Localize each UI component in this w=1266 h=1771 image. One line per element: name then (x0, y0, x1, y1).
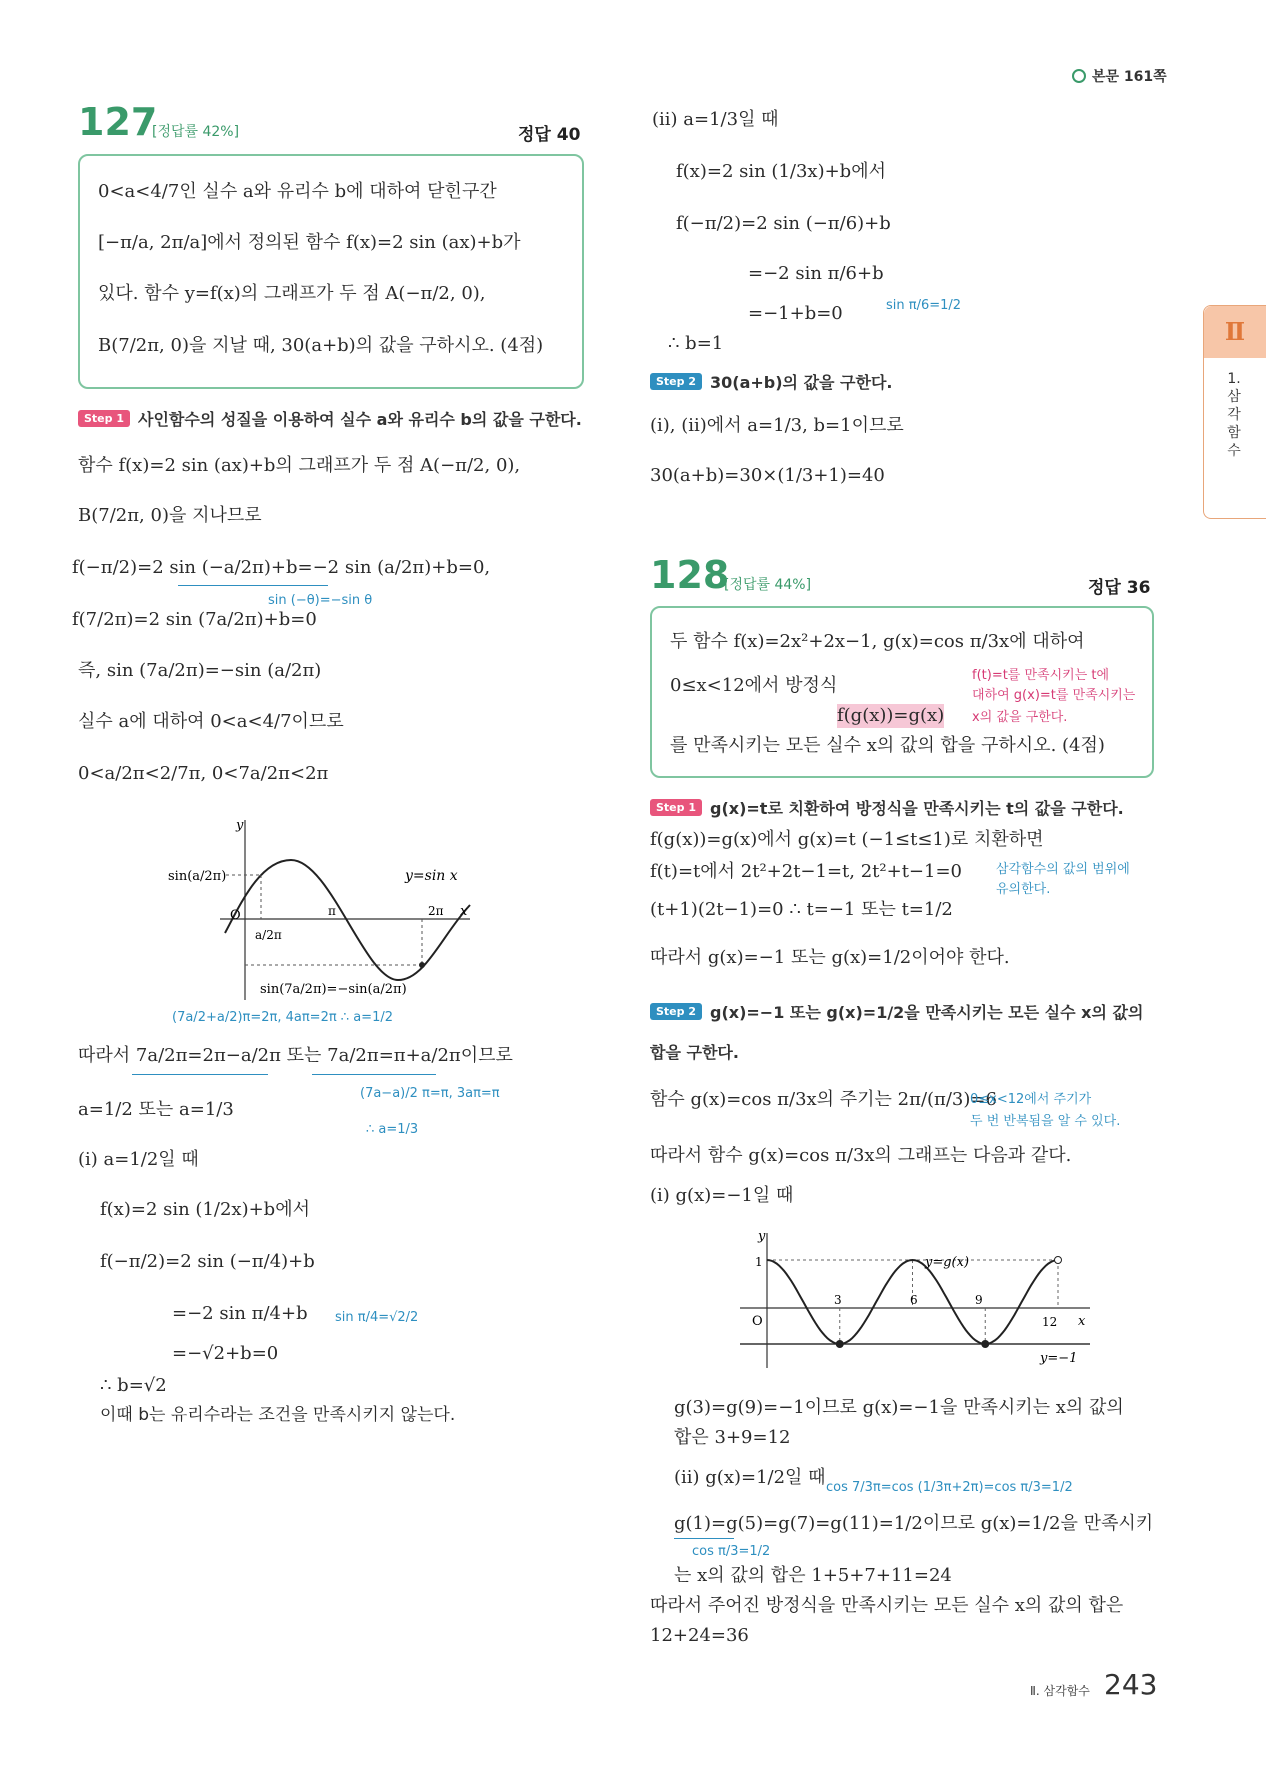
solution-line: g(3)=g(9)=−1이므로 g(x)=−1을 만족시키는 x의 값의 (674, 1397, 1124, 1418)
solution-line: f(x)=2 sin (1/3x)+b에서 (676, 161, 886, 182)
bottom-label: sin(7a/2π)=−sin(a/2π) (260, 982, 407, 997)
step-text: 합을 구한다. (650, 1042, 739, 1062)
question-line: 를 만족시키는 모든 실수 x의 값의 합을 구하시오. (4점) (670, 735, 1105, 756)
step-text: g(x)=−1 또는 g(x)=1/2을 만족시키는 모든 실수 x의 값의 (710, 1002, 1144, 1022)
underline (312, 1074, 436, 1075)
note-text: sin π/4=√2/2 (335, 1310, 419, 1325)
solution-line: =−2 sin π/6+b (748, 263, 884, 284)
answer-label: 정답 40 (518, 125, 581, 145)
step-badge: Step 1 (650, 799, 702, 816)
note-text: sin (−θ)=−sin θ (268, 593, 373, 608)
x-tick-label: 9 (975, 1293, 983, 1307)
step-text: 사인함수의 성질을 이용하여 실수 a와 유리수 b의 값을 구한다. (138, 409, 582, 429)
step-badge: Step 1 (78, 410, 130, 427)
data-point (836, 1341, 843, 1348)
note-text: cos π/3=1/2 (692, 1544, 771, 1559)
note-text: 0≤x<12에서 주기가 (970, 1092, 1092, 1107)
chapter-side-tab (1203, 305, 1266, 519)
question-line: 두 함수 f(x)=2x²+2x−1, g(x)=cos π/3x에 대하여 (670, 631, 1085, 652)
note-text: cos 7/3π=cos (1/3π+2π)=cos π/3=1/2 (826, 1480, 1073, 1495)
solution-line: 함수 f(x)=2 sin (ax)+b의 그래프가 두 점 A(−π/2, 0), (78, 455, 521, 476)
solution-line: 30(a+b)=30×(1/3+1)=40 (650, 465, 885, 486)
curve-label: y=sin x (405, 868, 458, 884)
page-reference (1072, 66, 1167, 86)
chapter-title: 1. 삼각함수 (1227, 371, 1241, 459)
question-note: f(t)=t를 만족시키는 t에 (972, 668, 1110, 683)
solution-line: f(7/2π)=2 sin (7a/2π)+b=0 (72, 609, 317, 630)
open-endpoint (1055, 1257, 1062, 1264)
solution-line: 따라서 7a/2π=2π−a/2π 또는 7a/2π=π+a/2π이므로 (78, 1045, 513, 1066)
solution-line: a=1/2 또는 a=1/3 (78, 1099, 234, 1120)
step-heading (78, 407, 582, 429)
question-line: 0<a<4/7인 실수 a와 유리수 b에 대하여 닫힌구간 (98, 181, 497, 202)
question-line: B(7/2π, 0)을 지날 때, 30(a+b)의 값을 구하시오. (4점) (98, 335, 544, 356)
solution-line: 함수 g(x)=cos π/3x의 주기는 2π/(π/3)=6 (650, 1089, 997, 1110)
curve-label: y=g(x) (925, 1255, 970, 1270)
sin-value-label: sin(a/2π) (168, 869, 227, 884)
x-axis-label: x (1078, 1314, 1086, 1329)
question-note: 대하여 g(x)=t를 만족시키는 (972, 688, 1136, 703)
solution-line: (ⅱ) a=1/3일 때 (652, 109, 779, 130)
solution-line: f(x)=2 sin (1/2x)+b에서 (100, 1199, 310, 1220)
solution-line: B(7/2π, 0)을 지나므로 (78, 505, 262, 526)
solution-line: (t+1)(2t−1)=0 ∴ t=−1 또는 t=1/2 (650, 899, 953, 920)
solution-line: (ⅰ), (ⅱ)에서 a=1/3, b=1이므로 (650, 415, 904, 436)
solution-line: 12+24=36 (650, 1625, 749, 1646)
y-tick-label: 1 (755, 1255, 763, 1269)
solution-line: 즉, sin (7a/2π)=−sin (a/2π) (78, 660, 322, 681)
solution-line: 합은 3+9=12 (674, 1427, 791, 1448)
page-number: 243 (1104, 1668, 1158, 1701)
solution-line: ∴ b=1 (668, 333, 724, 354)
correct-rate: [정답률 44%] (724, 577, 812, 593)
solution-line: 따라서 g(x)=−1 또는 g(x)=1/2이어야 한다. (650, 947, 1010, 968)
solution-line: f(t)=t에서 2t²+2t−1=t, 2t²+t−1=0 (650, 861, 963, 882)
question-line: 있다. 함수 y=f(x)의 그래프가 두 점 A(−π/2, 0), (98, 283, 486, 304)
answer-label: 정답 36 (1088, 578, 1151, 598)
note-text: 삼각함수의 값의 범위에 (996, 862, 1130, 877)
solution-line: =−√2+b=0 (172, 1343, 279, 1364)
solution-line: 실수 a에 대하여 0<a<4/7이므로 (78, 711, 344, 732)
solution-line: ∴ b=√2 (100, 1375, 167, 1396)
origin-label: O (752, 1314, 763, 1329)
equation-highlight: f(g(x))=g(x) (837, 705, 945, 726)
origin-label: O (230, 908, 241, 923)
note-text: 유의한다. (996, 882, 1051, 897)
underline (674, 1538, 734, 1539)
solution-line: f(−π/2)=2 sin (−π/6)+b (676, 213, 891, 234)
line-label: y=−1 (1040, 1351, 1078, 1366)
step-badge: Step 2 (650, 373, 702, 390)
cos-graph (740, 1228, 1100, 1373)
note-text: (7a/2+a/2)π=2π, 4aπ=2π ∴ a=1/2 (172, 1010, 393, 1025)
step-badge: Step 2 (650, 1003, 702, 1020)
page-reference-text: 본문 161쪽 (1092, 69, 1167, 85)
solution-line: (ⅰ) g(x)=−1일 때 (650, 1185, 794, 1206)
solution-line: 는 x의 값의 합은 1+5+7+11=24 (674, 1565, 952, 1586)
solution-line: (ⅱ) g(x)=1/2일 때 (674, 1467, 826, 1488)
x-tick-label: 12 (1042, 1315, 1058, 1329)
step-heading-cont (650, 1040, 739, 1062)
x-tick-label: π (328, 904, 336, 918)
step-heading (650, 1000, 1143, 1022)
solution-line: f(−π/2)=2 sin (−a/2π)+b=−2 sin (a/2π)+b=0, (72, 557, 491, 578)
step-heading (650, 796, 1124, 818)
footer-section: Ⅱ. 삼각함수 (1030, 1684, 1090, 1698)
underline (132, 1074, 268, 1075)
question-note: x의 값을 구한다. (972, 710, 1068, 725)
solution-line: f(g(x))=g(x)에서 g(x)=t (−1≤t≤1)로 치환하면 (650, 829, 1044, 850)
x-tick-label: 6 (910, 1293, 918, 1307)
solution-line: =−2 sin π/4+b (172, 1303, 308, 1324)
note-text: (7a−a)/2 π=π, 3aπ=π (360, 1086, 500, 1101)
solution-line: 이때 b는 유리수라는 조건을 만족시키지 않는다. (100, 1405, 456, 1425)
x-tick-label: 2π (428, 904, 444, 918)
sine-graph (168, 815, 480, 1005)
solution-line: =−1+b=0 (748, 303, 843, 324)
question-line: 0≤x<12에서 방정식 (670, 675, 838, 696)
question-line: [−π/a, 2π/a]에서 정의된 함수 f(x)=2 sin (ax)+b가 (98, 232, 521, 253)
circle-icon (1072, 69, 1086, 83)
y-axis-label: y (236, 818, 244, 833)
point (419, 962, 425, 968)
solution-line: 0<a/2π<2/7π, 0<7a/2π<2π (78, 763, 329, 784)
step-text: 30(a+b)의 값을 구한다. (710, 372, 893, 392)
x-tick-label: a/2π (255, 928, 282, 942)
x-tick-label: 3 (834, 1293, 842, 1307)
underline (178, 585, 328, 586)
step-text: g(x)=t로 치환하여 방정식을 만족시키는 t의 값을 구한다. (710, 798, 1124, 818)
problem-number: 127 (78, 100, 158, 144)
problem-number: 128 (650, 553, 730, 597)
note-text: sin π/6=1/2 (886, 298, 962, 313)
y-axis-label: y (758, 1229, 766, 1244)
question-box (650, 606, 1154, 778)
solution-line: g(1)=g(5)=g(7)=g(11)=1/2이므로 g(x)=1/2을 만족시키 (674, 1513, 1154, 1534)
chapter-roman-numeral: Ⅱ (1204, 306, 1266, 358)
solution-line: (ⅰ) a=1/2일 때 (78, 1149, 199, 1170)
solution-line: 따라서 함수 g(x)=cos π/3x의 그래프는 다음과 같다. (650, 1145, 1072, 1166)
solution-line: f(−π/2)=2 sin (−π/4)+b (100, 1251, 315, 1272)
note-text: ∴ a=1/3 (366, 1122, 419, 1137)
note-text: 두 번 반복됨을 알 수 있다. (970, 1114, 1121, 1129)
correct-rate: [정답률 42%] (152, 124, 240, 140)
solution-line: 따라서 주어진 방정식을 만족시키는 모든 실수 x의 값의 합은 (650, 1595, 1124, 1616)
x-axis-label: x (460, 904, 468, 919)
step-heading (650, 370, 893, 392)
data-point (982, 1341, 989, 1348)
question-box (78, 154, 584, 389)
